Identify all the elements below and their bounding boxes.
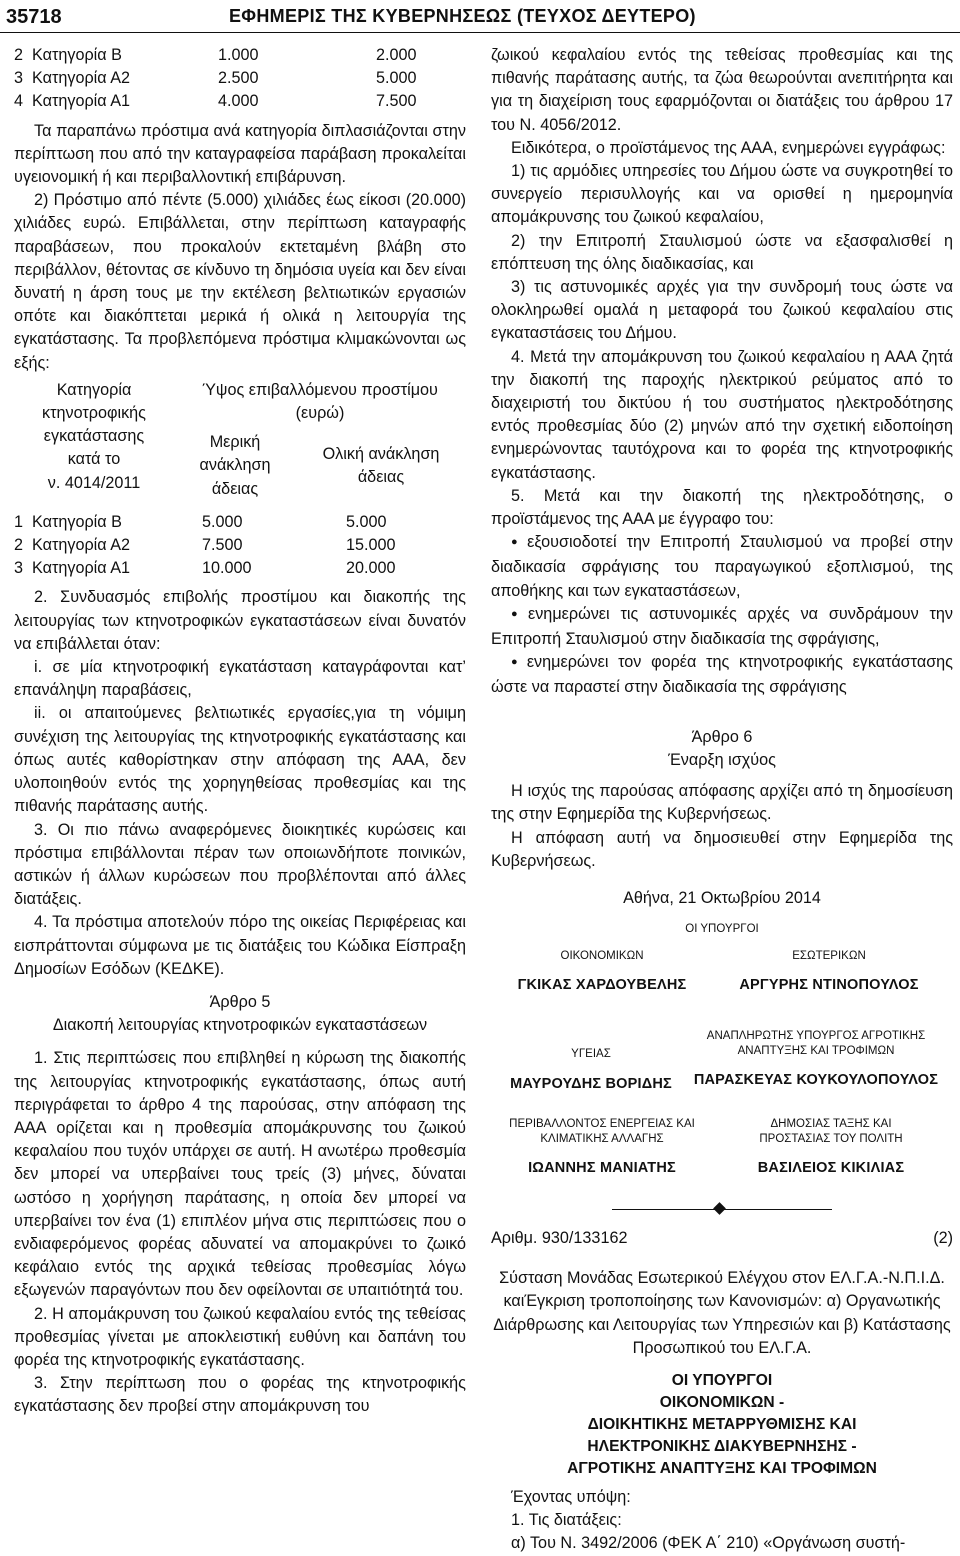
paragraph: 1) τις αρμόδιες υπηρεσίες του Δήμου ώστε να συγκροτηθεί το συνεργείο περισυλλογής και να ορισθεί η ημερομηνία απομάκρυνσης του ζωικού κεφαλαίου,: [491, 162, 953, 227]
row-amount-b: 7.500: [376, 92, 417, 111]
gazette-title: ΕΦΗΜΕΡΙΣ ΤΗΣ ΚΥΒΕΡΝΗΣΕΩΣ (ΤΕΥΧΟΣ ΔΕΥΤΕΡΟ): [229, 6, 696, 26]
paragraph: 3) τις αστυνομικές αρχές για την συνδρομή τους ώστε να ολοκληρωθεί ομαλά η μεταφορά του ζωικού κεφαλαίου στις εγκαταστάσεις του Δήμου.: [491, 278, 953, 343]
table-row: [14, 67, 417, 90]
row-category: Κατηγορία Β: [32, 46, 122, 64]
decision-index: (2): [933, 1229, 953, 1248]
signatures: [491, 937, 953, 1267]
article-5-number: Άρθρο 5: [209, 992, 271, 1011]
table-row: 3 Κατηγορία Α1 10.000 20.000: [14, 559, 396, 578]
left-column: [14, 44, 466, 1419]
decision-subject: Σύσταση Μονάδας Εσωτερικού Ελέγχου στον ΕΛ.Γ.Α.-Ν.Π.Ι.Δ. καιΈγκριση τροποποίησης των Κανονισμών: α) Οργανωτικής Διάρθρωσης και Λειτουργίας των Υπηρεσιών και β) Κατάστασης Προσωπικού του ΕΛ.Γ.Α.: [493, 1269, 951, 1357]
diamond-icon: [713, 1202, 726, 1215]
paragraph: i. σε μία κτηνοτροφική εγκατάσταση καταγράφονται κατ’ επανάληψη παραβάσεις,: [14, 658, 466, 700]
decision-number-row: [491, 1227, 953, 1250]
paragraph: 2. Συνδυασμός επιβολής προστίμου και διακοπής της λειτουργίας των κτηνοτροφικών εγκαταστάσεων είναι δυνατόν να επιβάλλεται όταν:: [14, 588, 466, 653]
article-6-title: Έναρξη ισχύος: [668, 750, 776, 769]
paragraph: 4. Μετά την απομάκρυνση του ζωικού κεφαλαίου η ΑΑΑ ζητά την διακοπή της παροχής ηλεκτρικού ρεύματος από το διαχειριστή του δικτύου ή του συστήματος ηλεκτροδότησης εντός προθεσμίας δύο (2) μηνών από την σχετική ειδοποίηση ενημερώνοντας ταυτόχρονα και το φορέα της κτηνοτροφικής εγκατάστασης.: [491, 347, 953, 482]
paragraph: 2) την Επιτροπή Σταυλισμού ώστε να εξασφαλισθεί η επόπτευση της όλης διαδικασίας, και: [491, 231, 953, 273]
paragraph: 3. Οι πιο πάνω αναφερόμενες διοικητικές κυρώσεις και πρόστιμα επιβάλλονται πέραν των οποιωνδήποτε ποινικών, αστικών ή άλλων κυρώσεων που προβλέπονται από άλλες διατάξεις.: [14, 820, 466, 909]
paragraph: 4. Τα πρόστιμα αποτελούν πόρο της οικείας Περιφέρειας και εισπράττονται σύμφωνα με τις διατάξεις του Κώδικα Είσπραξη Δημοσίων Εσόδων (ΚΕΔΚΕ).: [14, 913, 466, 978]
ministers-label: ΟΙ ΥΠΟΥΡΓΟΙ: [685, 923, 759, 936]
issuing-ministers-heading: ΟΙ ΥΠΟΥΡΓΟΙ ΟΙΚΟΝΟΜΙΚΩΝ - ΔΙΟΙΚΗΤΙΚΗΣ ΜΕΤΑΡΡΥΘΜΙΣΗΣ ΚΑΙ ΗΛΕΚΤΡΟΝΙΚΗΣ ΔΙΑΚΥΒΕΡΝΗΣΗΣ - ΑΓΡΟΤΙΚΗΣ ΑΝΑΠΤΥΞΗΣ ΚΑΙ ΤΡΟΦΙΜΩΝ: [567, 1371, 877, 1477]
fines-table-1: [14, 44, 417, 114]
table-row: [14, 90, 417, 113]
table-row: [14, 44, 417, 67]
article-5-title: Διακοπή λειτουργίας κτηνοτροφικών εγκαταστάσεων: [52, 1016, 428, 1035]
paragraph: ζωικού κεφαλαίου εντός της τεθείσας προθεσμίας και της πιθανής παράτασης αυτής, τα ζώα θεωρούνται ανεπιτήρητα και για τη διαχείριση τους εφαρμόζονται οι διατάξεις του άρθρου 17 του Ν. 4056/2012.: [491, 46, 953, 134]
decision-number: Αριθμ. 930/133162: [491, 1229, 628, 1248]
header-partial-revocation: Μερική ανάκληση άδειας: [199, 433, 271, 498]
row-category: Κατηγορία Α1: [32, 92, 131, 111]
row-amount-b: 2.000: [376, 46, 417, 64]
row-number: 4: [14, 92, 24, 111]
row-number: 2: [14, 46, 24, 64]
paragraph: 5. Μετά και την διακοπή της ηλεκτροδότησης, ο προϊστάμενος της ΑΑΑ με έγγραφο του:: [491, 486, 953, 529]
row-category: Κατηγορία Α2: [32, 69, 131, 88]
signature-public-order: ΔΗΜΟΣΙΑΣ ΤΑΞΗΣ ΚΑΙ ΠΡΟΣΤΑΣΙΑΣ ΤΟΥ ΠΟΛΙΤΗ ΒΑΣΙΛΕΙΟΣ ΚΙΚΙΛΙΑΣ: [757, 1118, 905, 1177]
header-category: Κατηγορία κτηνοτροφικής εγκατάστασης κατά το ν. 4014/2011: [42, 380, 146, 492]
section-divider: [491, 1199, 953, 1221]
page-header: [0, 0, 960, 30]
signature-health: ΥΓΕΙΑΣ ΜΑΥΡΟΥΔΗΣ ΒΟΡΙΔΗΣ: [510, 1048, 672, 1093]
row-amount-a: 1.000: [218, 46, 259, 64]
table-row: 1 Κατηγορία Β 5.000 5.000: [14, 512, 387, 531]
row-amount-b: 5.000: [376, 69, 417, 88]
bullet-item: ● εξουσιοδοτεί την Επιτροπή Σταυλισμού να προβεί στην διαδικασία σφράγισης του παραγωγικού εξοπλισμού, της αποθήκης και των εγκαταστάσεων,: [491, 531, 953, 603]
header-total-revocation: Ολική ανάκληση άδειας: [322, 445, 440, 487]
paragraph: 2) Πρόστιμο από πέντε (5.000) χιλιάδες έως είκοσι (20.000) χιλιάδες ευρώ. Επιβάλλεται, στην περίπτωση καταγραφής παραβάσεων, που προκαλούν εκτεταμένη βλάβη στο περιβάλλον, θέτοντας σε κίνδυνο τη δημόσια υγεία και δεν είναι δυνατή η άρση τους με την εκτέλεση βελτιωτικών εργασιών οπότε και διακόπτεται μερικά ή ολικά η λειτουργία της εγκατάστασης. Τα προβλεπόμενα πρόστιμα κλιμακώνονται ως εξής:: [14, 191, 466, 372]
signature-interior: ΕΣΩΤΕΡΙΚΩΝ ΑΡΓΥΡΗΣ ΝΤΙΝΟΠΟΥΛΟΣ: [739, 950, 919, 994]
signature-finance: ΟΙΚΟΝΟΜΙΚΩΝ ΓΚΙΚΑΣ ΧΑΡΔΟΥΒΕΛΗΣ: [517, 950, 687, 994]
signature-agriculture: ΑΝΑΠΛΗΡΩΤΗΣ ΥΠΟΥΡΓΟΣ ΑΓΡΟΤΙΚΗΣ ΑΝΑΠΤΥΞΗΣ ΚΑΙ ΤΡΟΦΙΜΩΝ ΠΑΡΑΣΚΕΥΑΣ ΚΟΥΚΟΥΛΟΠΟΥΛΟΣ: [693, 1030, 939, 1089]
header-amount: Ύψος επιβαλλόμενου προστίμου (ευρώ): [202, 380, 438, 423]
paragraph: 1. Στις περιπτώσεις που επιβληθεί η κύρωση της διακοπής της λειτουργίας κτηνοτροφικής εγκατάστασης, όπως αυτή περιγράφεται το άρθρο 4 της παρούσας, στην απόφαση της ΑΑΑ ορίζεται και η προθεσμία απομάκρυνσης του ζωικού κεφαλαίου που τυχόν υπάρχει σε αυτή. Η ανωτέρω προθεσμία δεν μπορεί να υπερβαίνει τους τρείς (3) μήνες, δύναται ωστόσο η χορήγηση παράτασης, η οποία δεν μπορεί να υπερβαίνει τον ένα (1) επιπλέον μήνα στις περιπτώσεις που ο ενδιαφερόμενος φορέας αδυνατεί να απομακρύνει το ζωικό κεφάλαιο εντός της αρχικά τεθείσας προθεσμίας λόγω εξωγενών παραγόντων που δεν οφείλονται σε υπαιτιότητά του.: [14, 1049, 466, 1300]
bullet-item: ● ενημερώνει τον φορέα της κτηνοτροφικής εγκατάστασης ώστε να παραστεί στην διαδικασία της σφράγισης: [491, 651, 953, 699]
bullet-item: ● ενημερώνει τις αστυνομικές αρχές να συνδράμουν την Επιτροπή Σταυλισμού στην διαδικασία της σφράγισης,: [491, 603, 953, 651]
table-row: 2 Κατηγορία Α2 7.500 15.000: [14, 536, 396, 555]
paragraph: 1. Τις διατάξεις:: [511, 1511, 622, 1530]
paragraph: Τα παραπάνω πρόστιμα ανά κατηγορία διπλασιάζονται στην περίπτωση που από την καταγραφείσα παράβαση προκαλείται υγειονομική ή και περιβαλλοντική επιβάρυνση.: [14, 121, 466, 187]
signing-date: Αθήνα, 21 Οκτωβρίου 2014: [623, 888, 821, 907]
article-6-number: Άρθρο 6: [691, 727, 753, 746]
paragraph: Έχοντας υπόψη:: [511, 1487, 631, 1506]
page-number: 35718: [6, 6, 62, 28]
paragraph: 3. Στην περίπτωση που ο φορέας της κτηνοτροφικής εγκατάστασης δεν προβεί στην απομάκρυνση του: [14, 1374, 466, 1416]
right-column: [491, 44, 953, 1556]
paragraph: Η απόφαση αυτή να δημοσιευθεί στην Εφημερίδα της Κυβερνήσεως.: [491, 828, 953, 870]
paragraph: ii. οι απαιτούμενες βελτιωτικές εργασίες,για τη νόμιμη συνέχιση της λειτουργίας της κτηνοτροφικής εγκατάστασης και όπως αυτές καθορίστηκαν στην απόφαση της ΑΑΑ, δεν υλοποιηθούν εντός της χορηγηθείσας προθεσμίας και της πιθανής παράτασης αυτής.: [14, 704, 466, 816]
row-amount-a: 2.500: [218, 69, 259, 88]
signature-environment: ΠΕΡΙΒΑΛΛΟΝΤΟΣ ΕΝΕΡΓΕΙΑΣ ΚΑΙ ΚΛΙΜΑΤΙΚΗΣ ΑΛΛΑΓΗΣ ΙΩΑΝΝΗΣ ΜΑΝΙΑΤΗΣ: [509, 1118, 695, 1177]
header-rule: [0, 32, 960, 33]
fines-table-2: [14, 379, 466, 581]
paragraph: Ειδικότερα, ο προϊστάμενος της ΑΑΑ, ενημερώνει εγγράφως:: [511, 138, 946, 157]
paragraph: Η ισχύς της παρούσας απόφασης αρχίζει από τη δημοσίευση της στην Εφημερίδα της Κυβερνήσεως.: [491, 782, 953, 824]
row-number: 3: [14, 69, 24, 88]
paragraph: α) Του Ν. 3492/2006 (ΦΕΚ Α΄ 210) «Οργάνωση συστή-: [511, 1534, 906, 1553]
paragraph: 2. Η απομάκρυνση του ζωικού κεφαλαίου εντός της τεθείσας προθεσμίας γίνεται με αποκλειστική ευθύνη και δαπάνη του φορέα της κτηνοτροφικής εγκατάστασης.: [14, 1304, 466, 1369]
row-amount-a: 4.000: [218, 92, 259, 111]
